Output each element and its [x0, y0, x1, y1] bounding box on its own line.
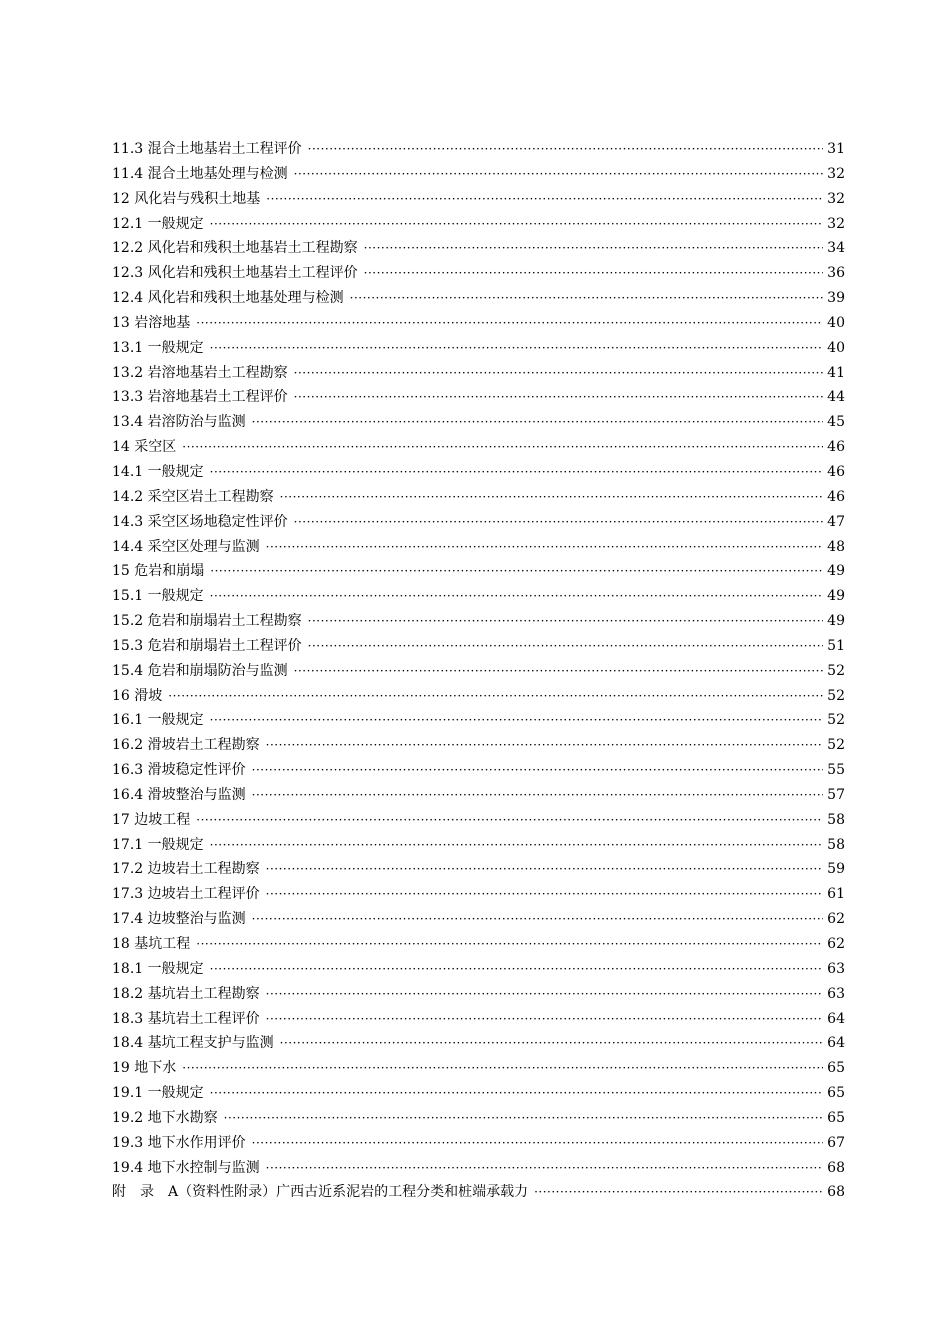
toc-entry-page-number: 32 [827, 215, 845, 232]
toc-leader-dots [210, 336, 823, 361]
toc-entry-title: 18.1 一般规定 [112, 960, 204, 977]
toc-entry-title: 18 基坑工程 [112, 936, 191, 952]
toc-leader-dots [252, 410, 823, 435]
toc-entry-title: 19.4 地下水控制与监测 [112, 1159, 260, 1176]
toc-entry-title: 12.4 风化岩和残积土地基处理与检测 [112, 290, 344, 307]
toc-entry-page-number: 51 [827, 637, 845, 654]
toc-entry[interactable] [112, 932, 845, 957]
toc-entry-page-number: 52 [827, 662, 845, 679]
toc-entry-page-number: 40 [827, 314, 845, 331]
toc-entry-page-number: 46 [827, 488, 845, 505]
toc-entry-title: 11.4 混合土地基处理与检测 [112, 165, 288, 182]
toc-entry-page-number: 68 [827, 1184, 845, 1201]
toc-leader-dots [294, 361, 823, 386]
toc-leader-dots [294, 385, 823, 410]
toc-leader-dots [196, 311, 823, 336]
toc-entry-title: 15.3 危岩和崩塌岩土工程评价 [112, 637, 302, 654]
toc-leader-dots [350, 286, 823, 311]
toc-leader-dots [196, 808, 823, 833]
toc-leader-dots [280, 485, 823, 510]
toc-leader-dots [308, 634, 823, 659]
toc-leader-dots [224, 1106, 823, 1131]
toc-leader-dots [294, 162, 823, 187]
toc-entry-page-number: 68 [827, 1159, 845, 1176]
toc-leader-dots [182, 435, 823, 460]
toc-entry-title: 18.2 基坑岩土工程勘察 [112, 985, 260, 1002]
toc-entry-title: 16.2 滑坡岩土工程勘察 [112, 737, 260, 754]
toc-entry-title: 17.3 边坡岩土工程评价 [112, 886, 260, 903]
toc-leader-dots [266, 1007, 823, 1032]
toc-entry[interactable] [112, 1007, 845, 1032]
toc-entry-title: 17.1 一般规定 [112, 836, 204, 853]
toc-entry[interactable] [112, 336, 845, 361]
toc-entry[interactable] [112, 286, 845, 311]
toc-entry[interactable] [112, 882, 845, 907]
toc-entry-title: 13.4 岩溶防治与监测 [112, 414, 246, 431]
toc-entry[interactable] [112, 584, 845, 609]
toc-entry-page-number: 62 [827, 936, 845, 952]
toc-entry-page-number: 45 [827, 414, 845, 431]
toc-leader-dots [210, 584, 823, 609]
toc-entry[interactable] [112, 1180, 845, 1205]
toc-leader-dots [210, 460, 823, 485]
toc-leader-dots [364, 261, 823, 286]
toc-entry-title: 11.3 混合土地基岩土工程评价 [112, 141, 302, 157]
toc-leader-dots [182, 1056, 823, 1081]
toc-leader-dots [534, 1180, 823, 1205]
toc-entry[interactable] [112, 634, 845, 659]
toc-entry-page-number: 65 [827, 1060, 845, 1077]
toc-entry-page-number: 40 [827, 339, 845, 356]
toc-entry-title: 16.4 滑坡整治与监测 [112, 786, 246, 803]
toc-entry-page-number: 63 [827, 985, 845, 1002]
toc-entry[interactable] [112, 1131, 845, 1156]
toc-entry-title: 12.3 风化岩和残积土地基岩土工程评价 [112, 265, 358, 282]
toc-entry-page-number: 32 [827, 190, 845, 207]
toc-entry-title: 19.2 地下水勘察 [112, 1109, 218, 1126]
toc-entry-page-number: 58 [827, 836, 845, 853]
toc-entry[interactable] [112, 1106, 845, 1131]
toc-entry[interactable] [112, 212, 845, 237]
toc-entry[interactable] [112, 559, 845, 584]
toc-leader-dots [210, 708, 823, 733]
toc-entry-title: 14.2 采空区岩土工程勘察 [112, 488, 274, 505]
toc-entry[interactable] [112, 385, 845, 410]
toc-entry-page-number: 31 [827, 141, 845, 157]
toc-entry[interactable] [112, 833, 845, 858]
toc-entry-page-number: 52 [827, 712, 845, 729]
toc-entry-page-number: 34 [827, 240, 845, 257]
toc-entry[interactable] [112, 1081, 845, 1106]
toc-leader-dots [196, 932, 823, 957]
toc-entry-title: 17 边坡工程 [112, 811, 191, 828]
toc-leader-dots [266, 982, 823, 1007]
toc-leader-dots [294, 659, 823, 684]
toc-entry[interactable] [112, 1156, 845, 1181]
toc-leader-dots [280, 1031, 823, 1056]
toc-entry[interactable] [112, 1056, 845, 1081]
toc-leader-dots [210, 212, 823, 237]
toc-entry[interactable] [112, 957, 845, 982]
toc-entry-page-number: 52 [827, 737, 845, 754]
toc-entry-title: 12 风化岩与残积土地基 [112, 190, 261, 207]
toc-leader-dots [266, 187, 823, 212]
toc-leader-dots [308, 137, 823, 162]
toc-entry[interactable] [112, 659, 845, 684]
toc-entry[interactable] [112, 236, 845, 261]
toc-entry[interactable] [112, 261, 845, 286]
toc-entry-page-number: 52 [827, 687, 845, 704]
toc-entry-title: 17.2 边坡岩土工程勘察 [112, 861, 260, 878]
toc-entry-title: 13.2 岩溶地基岩土工程勘察 [112, 364, 288, 381]
toc-entry-title: 13 岩溶地基 [112, 314, 191, 331]
toc-entry[interactable] [112, 1031, 845, 1056]
toc-entry[interactable] [112, 485, 845, 510]
toc-entry[interactable] [112, 311, 845, 336]
toc-entry-page-number: 65 [827, 1085, 845, 1102]
toc-entry-title: 13.3 岩溶地基岩土工程评价 [112, 389, 288, 406]
toc-entry-page-number: 48 [827, 538, 845, 555]
toc-entry[interactable] [112, 857, 845, 882]
toc-leader-dots [266, 535, 823, 560]
toc-entry-page-number: 57 [827, 786, 845, 803]
toc-entry-title: 18.4 基坑工程支护与监测 [112, 1035, 274, 1052]
toc-entry[interactable] [112, 435, 845, 460]
toc-entry-page-number: 49 [827, 588, 845, 605]
toc-entry-page-number: 41 [827, 364, 845, 381]
toc-entry-page-number: 39 [827, 290, 845, 307]
toc-entry[interactable] [112, 733, 845, 758]
table-of-contents [112, 137, 845, 1205]
toc-entry[interactable] [112, 982, 845, 1007]
toc-entry-title: 15 危岩和崩塌 [112, 563, 205, 580]
toc-leader-dots [252, 1131, 823, 1156]
toc-entry-page-number: 62 [827, 911, 845, 928]
toc-entry[interactable] [112, 758, 845, 783]
toc-leader-dots [364, 236, 823, 261]
toc-entry-page-number: 61 [827, 886, 845, 903]
toc-leader-dots [168, 684, 823, 709]
toc-leader-dots [266, 733, 823, 758]
toc-entry-title: 16.1 一般规定 [112, 712, 204, 729]
toc-leader-dots [294, 510, 823, 535]
toc-leader-dots [210, 957, 823, 982]
toc-leader-dots [210, 559, 823, 584]
toc-entry-page-number: 46 [827, 439, 845, 456]
toc-entry-page-number: 36 [827, 265, 845, 282]
toc-entry-title: 19.3 地下水作用评价 [112, 1134, 246, 1151]
toc-entry[interactable] [112, 460, 845, 485]
toc-entry[interactable] [112, 510, 845, 535]
toc-entry-page-number: 64 [827, 1035, 845, 1052]
toc-entry-title: 14.4 采空区处理与监测 [112, 538, 260, 555]
toc-entry[interactable] [112, 684, 845, 709]
toc-entry[interactable] [112, 410, 845, 435]
toc-entry-title: 16.3 滑坡稳定性评价 [112, 762, 246, 779]
toc-entry[interactable] [112, 535, 845, 560]
toc-leader-dots [308, 609, 823, 634]
toc-entry-title: 19.1 一般规定 [112, 1085, 204, 1102]
toc-entry-page-number: 49 [827, 613, 845, 630]
toc-entry-title: 15.1 一般规定 [112, 588, 204, 605]
toc-leader-dots [210, 1081, 823, 1106]
toc-entry-title: 12.1 一般规定 [112, 215, 204, 232]
toc-leader-dots [266, 882, 823, 907]
toc-leader-dots [252, 907, 823, 932]
toc-entry-page-number: 64 [827, 1010, 845, 1027]
toc-entry-page-number: 63 [827, 960, 845, 977]
toc-entry-title: 19 地下水 [112, 1060, 177, 1077]
toc-leader-dots [210, 833, 823, 858]
toc-entry-page-number: 65 [827, 1109, 845, 1126]
toc-entry[interactable] [112, 907, 845, 932]
toc-entry-title: 12.2 风化岩和残积土地基岩土工程勘察 [112, 240, 358, 257]
toc-leader-dots [266, 857, 823, 882]
toc-entry[interactable] [112, 609, 845, 634]
toc-entry-page-number: 47 [827, 513, 845, 530]
toc-entry[interactable] [112, 708, 845, 733]
toc-entry-page-number: 58 [827, 811, 845, 828]
toc-entry-title: 14.1 一般规定 [112, 463, 204, 480]
toc-leader-dots [252, 783, 823, 808]
toc-entry-page-number: 49 [827, 563, 845, 580]
toc-entry-title: 13.1 一般规定 [112, 339, 204, 356]
toc-entry-title: 14 采空区 [112, 439, 177, 456]
toc-entry-page-number: 32 [827, 165, 845, 182]
toc-entry-title: 17.4 边坡整治与监测 [112, 911, 246, 928]
toc-entry[interactable] [112, 137, 845, 162]
toc-entry-title: 14.3 采空区场地稳定性评价 [112, 513, 288, 530]
toc-entry-page-number: 44 [827, 389, 845, 406]
toc-entry-page-number: 55 [827, 762, 845, 779]
toc-entry-page-number: 67 [827, 1134, 845, 1151]
toc-leader-dots [266, 1156, 823, 1181]
toc-entry-title: 15.2 危岩和崩塌岩土工程勘察 [112, 613, 302, 630]
toc-entry[interactable] [112, 162, 845, 187]
toc-leader-dots [252, 758, 823, 783]
toc-entry[interactable] [112, 783, 845, 808]
toc-entry-page-number: 59 [827, 861, 845, 878]
toc-entry-page-number: 46 [827, 463, 845, 480]
toc-entry[interactable] [112, 808, 845, 833]
toc-entry-title: 16 滑坡 [112, 687, 163, 704]
toc-entry-title: 附 录 A（资料性附录）广西古近系泥岩的工程分类和桩端承载力 [112, 1184, 529, 1201]
toc-entry-title: 18.3 基坑岩土工程评价 [112, 1010, 260, 1027]
toc-entry-title: 15.4 危岩和崩塌防治与监测 [112, 662, 288, 679]
toc-entry[interactable] [112, 361, 845, 386]
toc-entry[interactable] [112, 187, 845, 212]
